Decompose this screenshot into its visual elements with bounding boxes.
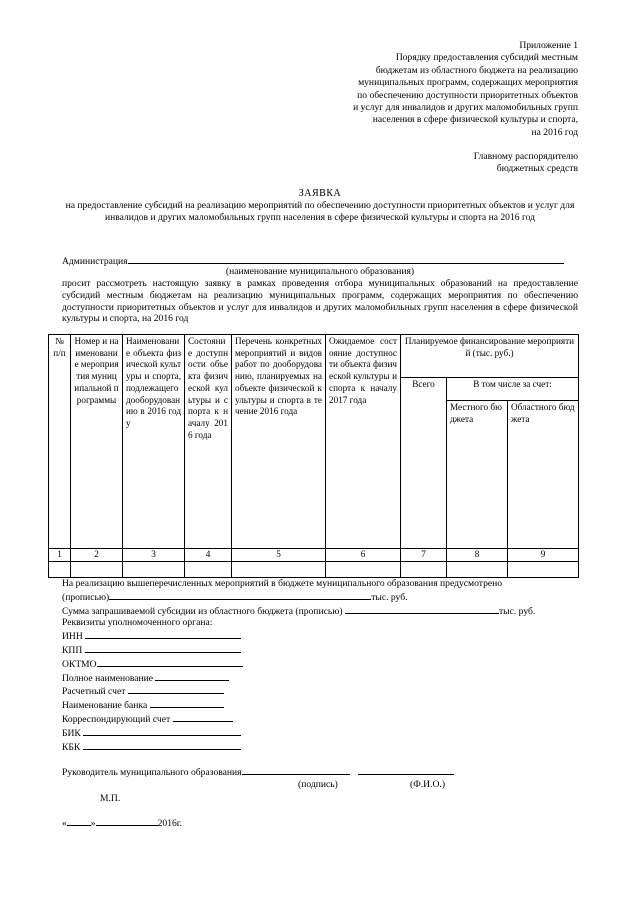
appendix-line: Порядку предоставления субсидий местным	[395, 52, 578, 64]
administration-blank[interactable]	[128, 254, 564, 264]
kbk-label: КБК	[62, 741, 81, 753]
table-cell[interactable]	[447, 562, 508, 578]
signature-blank[interactable]	[242, 765, 350, 775]
bank-blank[interactable]	[150, 698, 224, 708]
corr-account-field[interactable]	[62, 712, 578, 726]
corr-account-label: Корреспондирующий счет	[62, 713, 171, 725]
appendix-line: бюджетам из областного бюджета на реализацию	[375, 64, 578, 76]
signature-captions	[62, 779, 578, 792]
appendix-line: и услуг для инвалидов и других маломобильных групп	[353, 102, 578, 114]
column-number: 7	[401, 549, 447, 562]
date-month-blank[interactable]	[96, 816, 158, 826]
seal-label: М.П.	[100, 793, 121, 805]
account-label: Расчетный счет	[62, 686, 126, 698]
corr-account-blank[interactable]	[173, 712, 233, 722]
oktmo-field[interactable]	[62, 657, 578, 671]
measures-table	[48, 334, 579, 578]
kbk-blank[interactable]	[83, 740, 241, 750]
table-cell[interactable]	[71, 562, 123, 578]
inn-label: ИНН	[62, 631, 83, 643]
administration-label: Администрация	[62, 256, 128, 267]
column-number: 3	[123, 549, 185, 562]
column-number: 1	[49, 549, 71, 562]
addressee-block	[378, 151, 578, 176]
date-open-quote: «	[62, 818, 67, 830]
table-cell[interactable]	[49, 562, 71, 578]
provided-line: На реализацию вышеперечисленных мероприятий в бюджете муниципального образования предусмотрено	[62, 578, 503, 589]
header-number: № п/п	[49, 335, 71, 549]
column-number: 5	[232, 549, 326, 562]
kpp-label: КПП	[62, 644, 83, 656]
column-number: 8	[447, 549, 508, 562]
provided-amount-suffix: тыс. руб.	[371, 591, 408, 603]
kpp-field[interactable]	[62, 643, 578, 657]
request-text: просит рассмотреть настоящую заявку в рамках проведения отбора муниципальных образований на предоставление субсидий местным бюджетам на реализацию муниципальных программ, содержащих мероприятия по обеспечению доступности приоритетных объектов и услуг для инвалидов и других маломобильных групп населения в сфере физической культуры и спорта, на 2016 год	[62, 278, 578, 325]
oktmo-blank[interactable]	[97, 657, 243, 667]
kpp-blank[interactable]	[85, 643, 241, 653]
date-text	[62, 816, 182, 830]
appendix-line: по обеспечению доступности приоритетных объектов	[357, 89, 578, 101]
kbk-field[interactable]	[62, 740, 578, 754]
form-footer	[62, 578, 578, 830]
full-name-field[interactable]	[62, 671, 578, 685]
header-expected-state: Ожидаемое состояние доступности объекта физической культуры и спорта к началу 2017 года	[326, 335, 401, 549]
provided-amount-blank[interactable]	[109, 590, 371, 600]
column-number: 4	[185, 549, 232, 562]
requested-subsidy-blank[interactable]	[345, 604, 499, 614]
date-day-blank[interactable]	[67, 816, 91, 826]
head-label: Руководитель муниципального образования	[62, 767, 242, 779]
column-number: 9	[508, 549, 579, 562]
administration-caption: (наименование муниципального образования)	[225, 266, 415, 277]
document-subtitle: на предоставление субсидий на реализацию мероприятий по обеспечению доступности приоритетных объектов и услуг для инвалидов и других маломобильных групп населения в сфере физической культуры и спорта на 2016 год	[65, 200, 575, 224]
account-blank[interactable]	[128, 684, 224, 694]
table-cell[interactable]	[185, 562, 232, 578]
header-current-state: Состояние доступности объекта физической культуры и спорта к началу 2016 года	[185, 335, 232, 549]
date-line[interactable]	[62, 816, 578, 830]
appendix-header	[278, 40, 578, 139]
requested-subsidy-line[interactable]	[62, 604, 578, 618]
column-numbers-row	[49, 549, 579, 562]
header-planned-financing: Планируемое финансирование мероприятий (тыс. руб.)	[401, 335, 579, 378]
oktmo-label: ОКТМО	[62, 658, 97, 670]
date-close-quote: »	[90, 818, 96, 830]
appendix-line: на 2016 год	[531, 126, 578, 138]
appendix-line: муниципальных программ, содержащих мероприятия	[358, 77, 578, 89]
appendix-line: Приложение 1	[519, 40, 578, 51]
header-works-list: Перечень конкретных мероприятий и видов работ по дооборудованию, планируемых на объекте физической культуры и спорта в течение 2016 года	[232, 335, 326, 549]
column-number: 2	[71, 549, 123, 562]
bik-label: БИК	[62, 727, 81, 739]
table-cell[interactable]	[326, 562, 401, 578]
column-number: 6	[326, 549, 401, 562]
header-object-name: Наименование объекта физической культуры и спорта, подлежащего дооборудованию в 2016 году	[123, 335, 185, 549]
requested-subsidy-label: Сумма запрашиваемой субсидии из областного бюджета (прописью)	[62, 605, 343, 617]
bik-field[interactable]	[62, 726, 578, 740]
header-regional-budget: Областного бюджета	[508, 401, 579, 549]
header-including: В том числе за счет:	[447, 378, 579, 401]
addressee-line: Главному распорядителю	[473, 151, 578, 162]
account-field[interactable]	[62, 684, 578, 698]
inn-blank[interactable]	[85, 629, 241, 639]
table-row[interactable]	[49, 562, 579, 578]
fio-blank[interactable]	[358, 765, 454, 775]
inn-field[interactable]	[62, 629, 578, 643]
requisites-title: Реквизиты уполномоченного органа:	[62, 617, 213, 629]
bik-blank[interactable]	[83, 726, 241, 736]
fio-caption: (Ф.И.О.)	[410, 779, 446, 791]
table-cell[interactable]	[508, 562, 579, 578]
document-title: ЗАЯВКА	[298, 188, 342, 199]
head-signature-line[interactable]	[62, 765, 578, 779]
signature-caption: (подпись)	[298, 779, 338, 791]
date-year: 2016г.	[157, 818, 183, 830]
header-local-budget: Местного бюджета	[447, 401, 508, 549]
full-name-blank[interactable]	[155, 671, 229, 681]
header-measure: Номер и наименование мероприятия муниципальной программы	[71, 335, 123, 549]
bank-field[interactable]	[62, 698, 578, 712]
table-cell[interactable]	[232, 562, 326, 578]
requested-subsidy-suffix: тыс. руб.	[498, 605, 536, 617]
full-name-label: Полное наименование	[62, 672, 154, 684]
bank-label: Наименование банка	[62, 700, 148, 712]
provided-amount-line[interactable]	[62, 590, 578, 604]
appendix-line: населения в сфере физической культуры и спорта,	[372, 114, 578, 126]
addressee-line: бюджетных средств	[496, 163, 578, 175]
table-cell[interactable]	[123, 562, 185, 578]
table-cell[interactable]	[401, 562, 447, 578]
seal-line	[62, 792, 578, 816]
provided-amount-prefix: (прописью)	[62, 591, 110, 603]
header-total: Всего	[401, 378, 447, 549]
